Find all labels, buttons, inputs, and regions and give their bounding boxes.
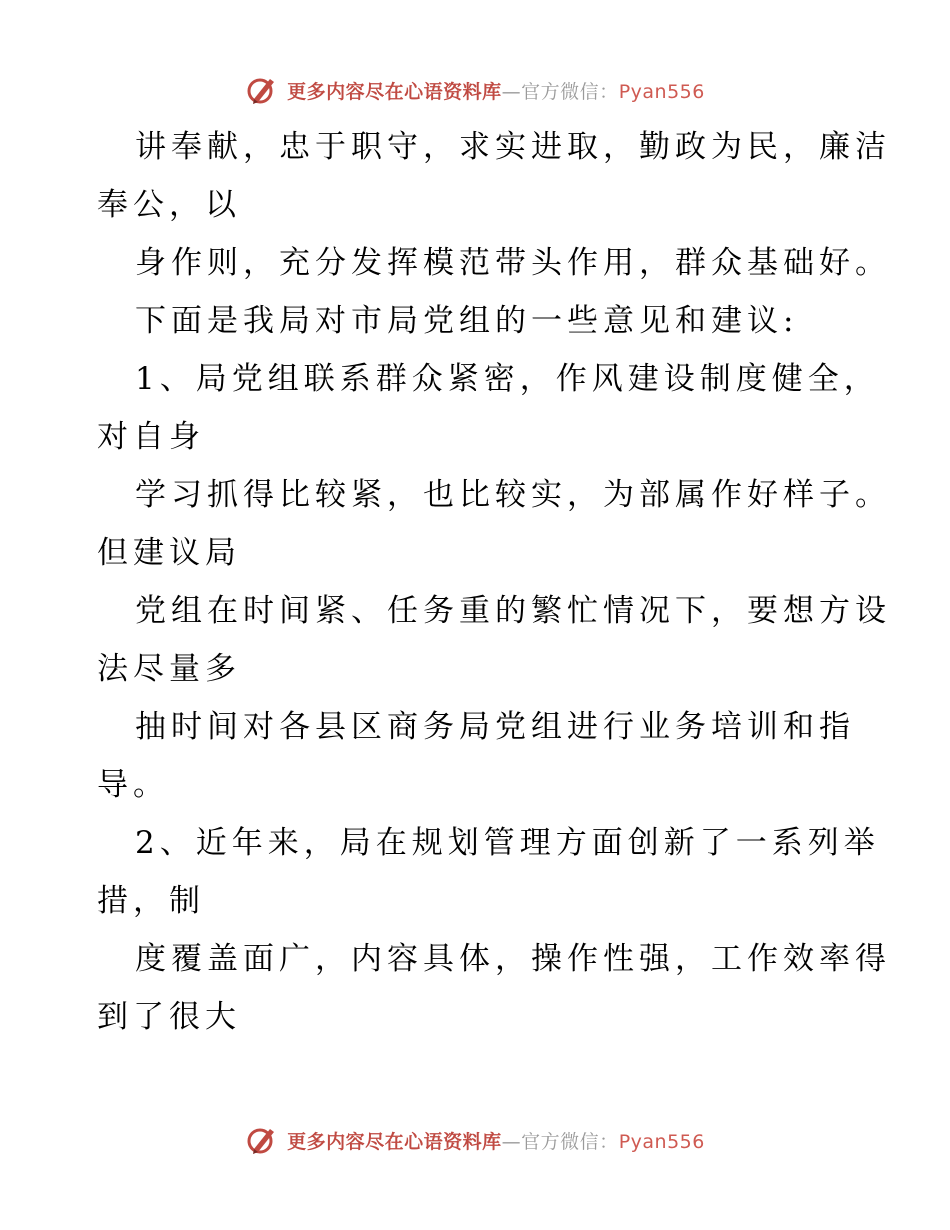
text-line: 奉公，以 [97,187,241,223]
pen-logo-icon [245,1123,279,1157]
text-line: 度覆盖面广，内容具体，操作性强，工作效率得 [135,941,891,977]
text-line: 讲奉献，忠于职守，求实进取，勤政为民，廉洁 [135,129,891,165]
footer-banner-text [287,1127,705,1154]
text-line: 但建议局 [97,535,241,571]
footer-banner [0,1120,950,1160]
text-line: 学习抓得比较紧，也比较实，为部属作好样子。 [135,477,891,513]
wechat-label: 官方微信： [521,80,619,103]
header-banner-text [287,77,705,104]
wechat-id: Pyan556 [618,80,705,103]
text-line: 法尽量多 [97,651,241,687]
banner-dash: — [501,80,522,103]
header-banner [0,70,950,110]
text-line: 1、局党组联系群众紧密，作风建设制度健全， [135,361,880,397]
pen-logo-icon [245,73,279,107]
text-line: 身作则，充分发挥模范带头作用，群众基础好。 [135,245,891,281]
wechat-label: 官方微信： [521,1130,619,1153]
banner-dash: — [501,1130,522,1153]
text-line: 到了很大 [97,999,241,1035]
library-name: 更多内容尽在心语资料库 [287,80,502,103]
text-line: 下面是我局对市局党组的一些意见和建议: [135,303,799,339]
library-name: 更多内容尽在心语资料库 [287,1130,502,1153]
text-line: 对自身 [97,419,205,455]
text-line: 党组在时间紧、任务重的繁忙情况下，要想方设 [135,593,891,629]
text-line: 措，制 [97,883,205,919]
wechat-id: Pyan556 [618,1130,705,1153]
text-line: 抽时间对各县区商务局党组进行业务培训和指 [135,709,855,745]
document-body [97,118,891,1046]
text-line: 导。 [97,767,169,803]
text-line: 2、近年来，局在规划管理方面创新了一系列举 [135,825,880,861]
